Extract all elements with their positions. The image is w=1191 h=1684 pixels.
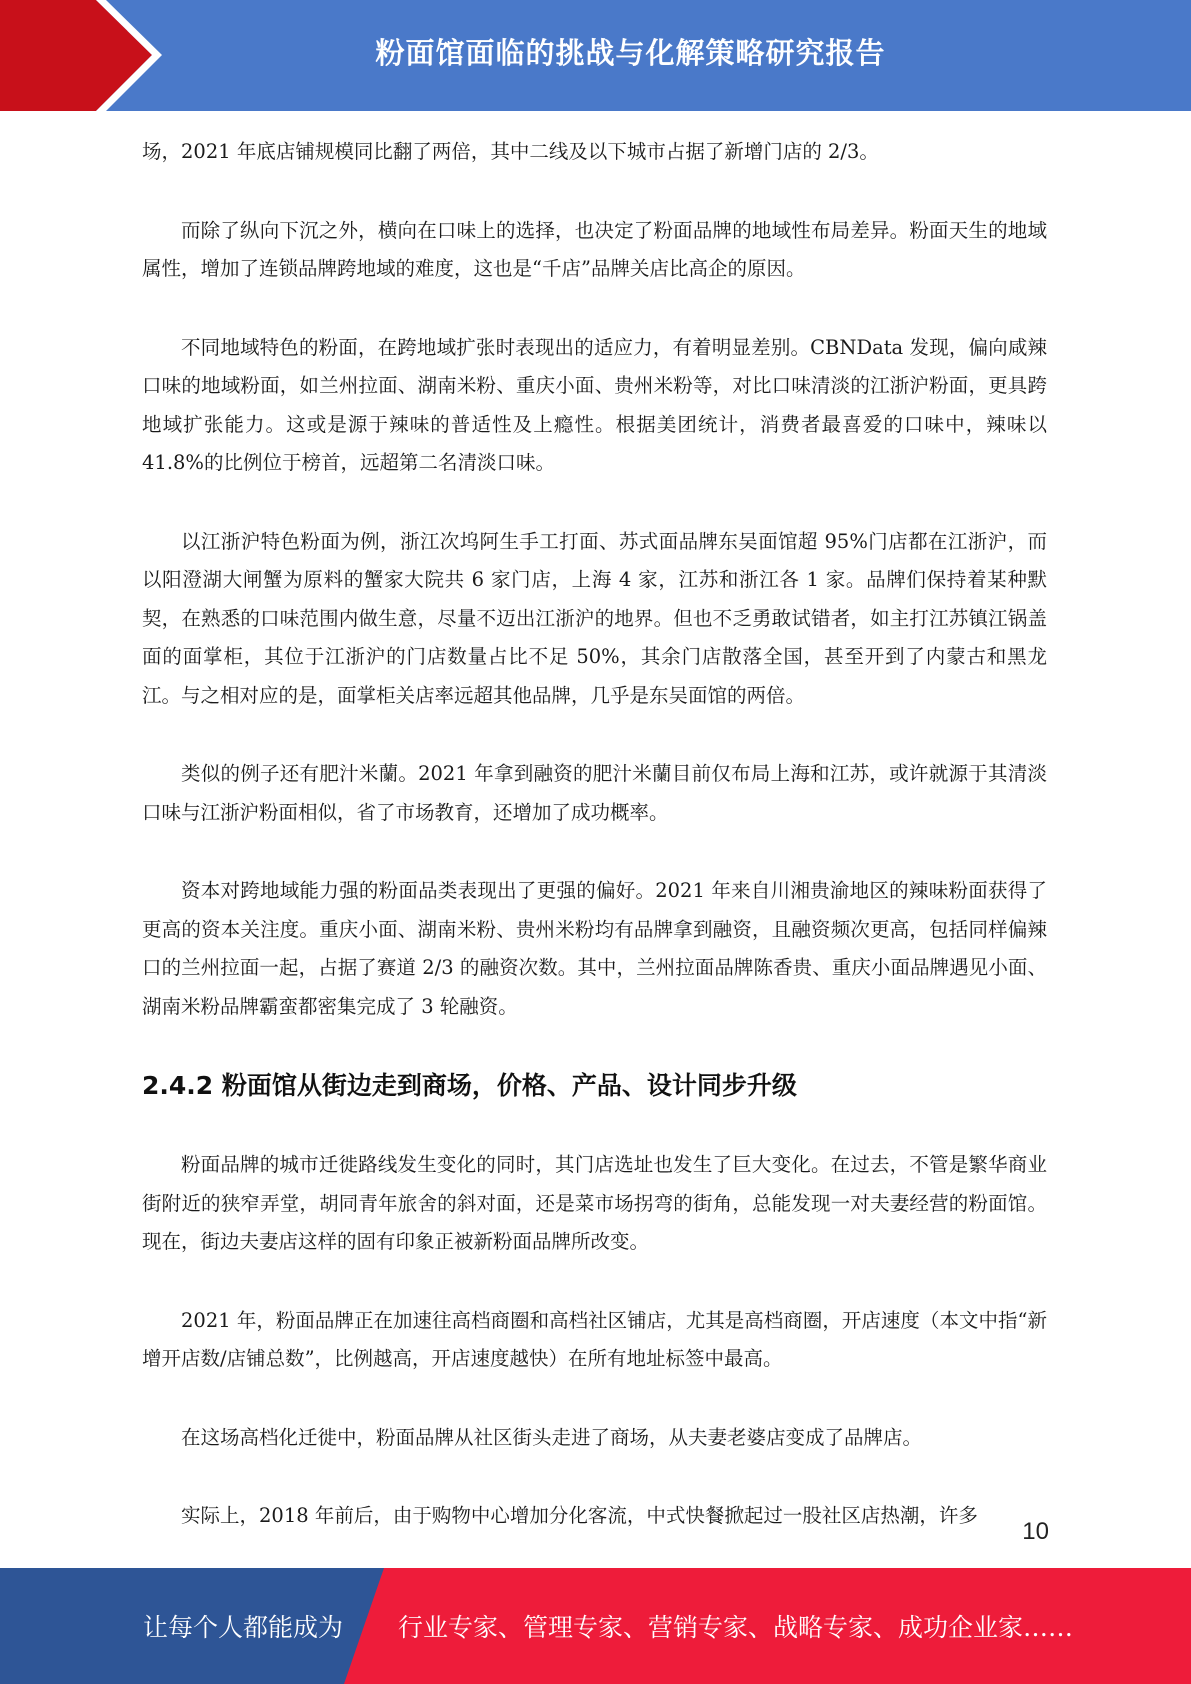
page-number: 10	[1022, 1518, 1049, 1545]
paragraph: 以江浙沪特色粉面为例，浙江次坞阿生手工打面、苏式面品牌东吴面馆超 95%门店都在江浙沪，而以阳澄湖大闸蟹为原料的蟹家大院共 6 家门店，上海 4 家，江苏和浙江各 1 家。品牌们保持着某种默契，在熟悉的口味范围内做生意，尽量不迈出江浙沪的地界。但也不乏勇敢试错者，如主打江苏镇江锅盖面的面掌柜，其位于江浙沪的门店数量占比不足 50%，其余门店散落全国，甚至开到了内蒙古和黑龙江。与之相对应的是，面掌柜关店率远超其他品牌，几乎是东吴面馆的两倍。	[142, 529, 1047, 707]
paragraph: 资本对跨地域能力强的粉面品类表现出了更强的偏好。2021 年来自川湘贵渝地区的辣味粉面获得了更高的资本关注度。重庆小面、湖南米粉、贵州米粉均有品牌拿到融资，且融资频次更高，包括同样偏辣口的兰州拉面一起，占据了赛道 2/3 的融资次数。其中，兰州拉面品牌陈香贵、重庆小面品牌遇见小面、湖南米粉品牌霸蛮都密集完成了 3 轮融资。	[142, 879, 1047, 1018]
footer-slogan-right: 行业专家、管理专家、营销专家、战略专家、成功企业家……	[398, 1613, 1074, 1642]
header-chevron-icon	[0, 0, 260, 111]
paragraph: 实际上，2018 年前后，由于购物中心增加分化客流，中式快餐掀起过一股社区店热潮，许多	[181, 1504, 978, 1527]
paragraph: 粉面品牌的城市迁徙路线发生变化的同时，其门店选址也发生了巨大变化。在过去，不管是繁华商业街附近的狭窄弄堂，胡同青年旅舍的斜对面，还是菜市场拐弯的街角，总能发现一对夫妻经营的粉面馆。现在，街边夫妻店这样的固有印象正被新粉面品牌所改变。	[142, 1153, 1047, 1253]
report-title: 粉面馆面临的挑战与化解策略研究报告	[375, 36, 886, 70]
footer-slogan-left: 让每个人都能成为	[143, 1613, 344, 1642]
paragraph: 类似的例子还有肥汁米蘭。2021 年拿到融资的肥汁米蘭目前仅布局上海和江苏，或许就源于其清淡口味与江浙沪粉面相似，省了市场教育，还增加了成功概率。	[142, 762, 1047, 824]
section-heading: 2.4.2 粉面馆从街边走到商场，价格、产品、设计同步升级	[142, 1071, 797, 1100]
paragraph: 不同地域特色的粉面，在跨地域扩张时表现出的适应力，有着明显差别。CBNData 发现，偏向咸辣口味的地域粉面，如兰州拉面、湖南米粉、重庆小面、贵州米粉等，对比口味清淡的江浙沪粉面，更具跨地域扩张能力。这或是源于辣味的普适性及上瘾性。根据美团统计，消费者最喜爱的口味中，辣味以 41.8%的比例位于榜首，远超第二名清淡口味。	[142, 335, 1047, 474]
paragraph: 2021 年，粉面品牌正在加速往高档商圈和高档社区铺店，尤其是高档商圈，开店速度（本文中指“新增开店数/店铺总数”，比例越高，开店速度越快）在所有地址标签中最高。	[142, 1308, 1047, 1370]
page-footer	[0, 1568, 1191, 1684]
main-content	[142, 133, 1047, 1576]
paragraph: 在这场高档化迁徙中，粉面品牌从社区街头走进了商场，从夫妻老婆店变成了品牌店。	[181, 1425, 923, 1449]
page-header	[0, 0, 1191, 111]
paragraph: 场，2021 年底店铺规模同比翻了两倍，其中二线及以下城市占据了新增门店的 2/3。	[142, 140, 879, 163]
paragraph: 而除了纵向下沉之外，横向在口味上的选择，也决定了粉面品牌的地域性布局差异。粉面天生的地域属性，增加了连锁品牌跨地域的难度，这也是“千店”品牌关店比高企的原因。	[142, 218, 1047, 280]
